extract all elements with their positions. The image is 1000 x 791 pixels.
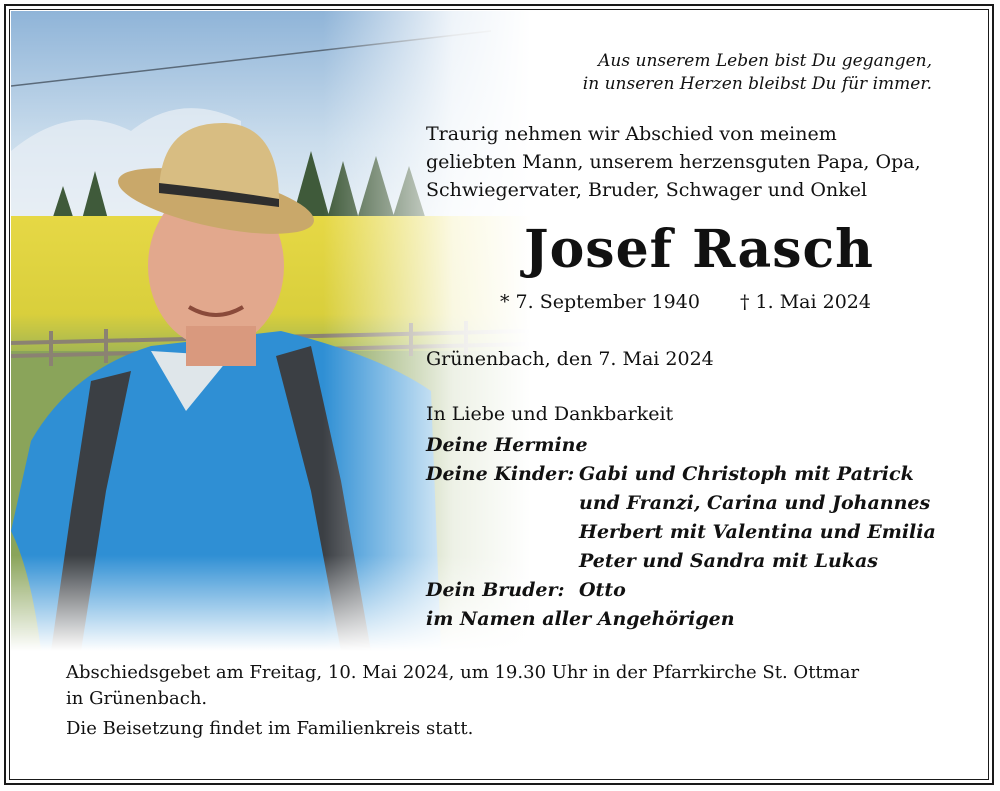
motto xyxy=(583,50,932,96)
motto-line: Aus unserem Leben bist Du gegangen, xyxy=(598,51,932,71)
children-line: Herbert mit Valentina und Emilia xyxy=(579,521,936,543)
motto-line: in unseren Herzen bleibst Du für immer. xyxy=(582,74,932,94)
closing-phrase: In Liebe und Dankbarkeit xyxy=(426,403,674,425)
intro-text xyxy=(426,120,921,204)
children-line: Gabi und Christoph mit Patrick xyxy=(579,463,914,485)
footer-line: in Grünenbach. xyxy=(66,688,208,709)
death-date: † 1. Mai 2024 xyxy=(740,291,871,313)
footer-notice xyxy=(66,660,859,742)
intro-line: Schwiegervater, Bruder, Schwager und Onkel xyxy=(426,179,868,201)
children-line: und Franzi, Carina und Johannes xyxy=(579,492,931,514)
birth-date: * 7. September 1940 xyxy=(500,291,700,313)
footer-line: Die Beisetzung findet im Familienkreis statt. xyxy=(66,718,474,739)
children-label: Deine Kinder: xyxy=(426,463,575,485)
life-dates xyxy=(500,290,871,314)
brother-name: Otto xyxy=(579,579,626,601)
portrait-photo xyxy=(11,11,531,651)
place-date: Grünenbach, den 7. Mai 2024 xyxy=(426,348,714,370)
intro-line: geliebten Mann, unserem herzensguten Papa, Opa, xyxy=(426,151,921,173)
brother-label: Dein Bruder: xyxy=(426,579,565,601)
children-line: Peter und Sandra mit Lukas xyxy=(579,550,879,572)
signature-wife: Deine Hermine xyxy=(426,434,588,456)
footer-line: Abschiedsgebet am Freitag, 10. Mai 2024, um 19.30 Uhr in der Pfarrkirche St. Ottmar xyxy=(66,662,860,683)
deceased-name: Josef Rasch xyxy=(524,219,874,280)
signature-family: im Namen aller Angehörigen xyxy=(426,608,735,630)
intro-line: Traurig nehmen wir Abschied von meinem xyxy=(426,123,837,145)
